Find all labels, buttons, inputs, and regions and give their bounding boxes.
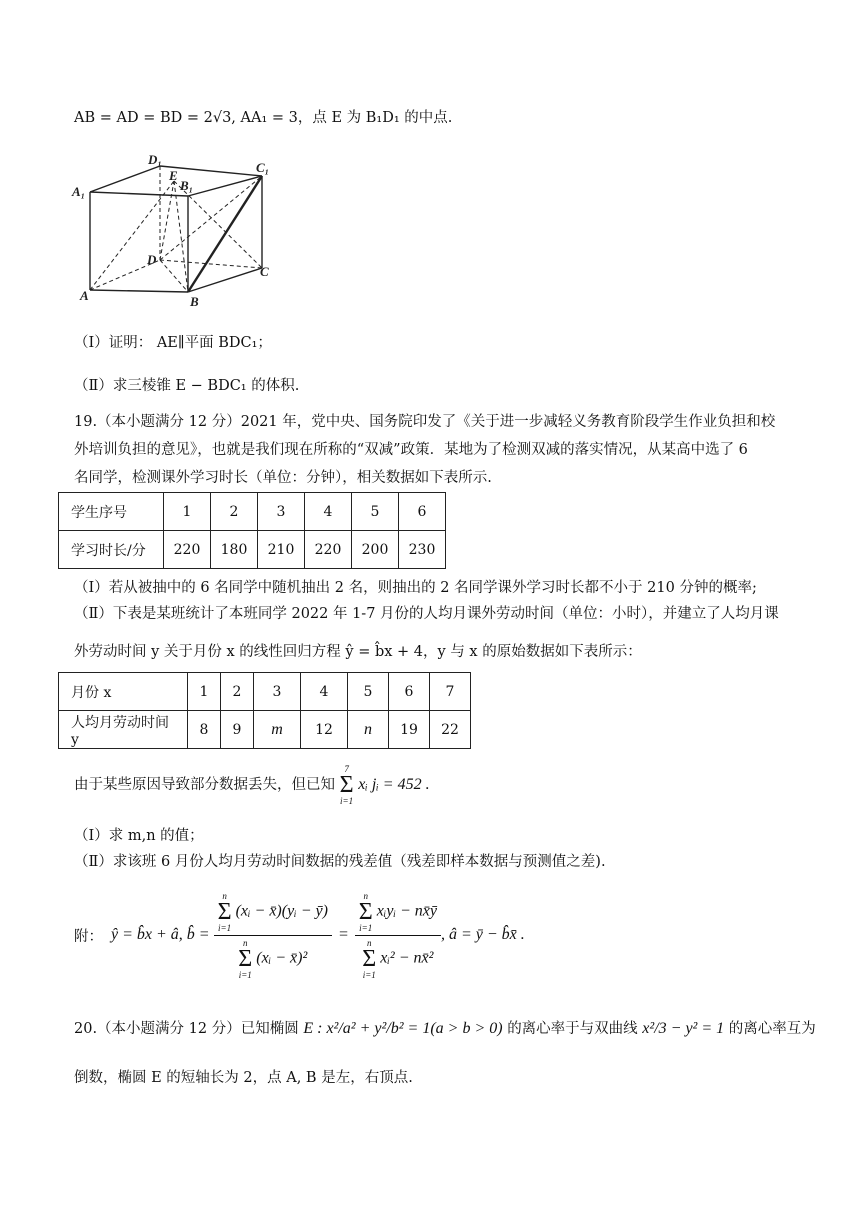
table-row <box>59 673 471 711</box>
regression-formula: 附： ŷ = b̂x + â, b̂ = n Σ i=1 (xᵢ − x̄)(yᵢ − ȳ) n Σ i=1 (xᵢ − x̄)² = n Σ i=1 xᵢyᵢ − nx̄ȳ n Σ i=1 xᵢ² − nx̄² , â = ȳ − b̂x̄ . <box>74 890 525 980</box>
hyperbola-equation: x²/3 − y² = 1 <box>642 1020 725 1037</box>
p19-line3: 名同学，检测课外学习时长（单位：分钟），相关数据如下表所示. <box>74 470 492 486</box>
table-row <box>59 711 471 749</box>
table-cell: 12 <box>301 711 348 749</box>
table-cell: 学习时长/分 <box>59 531 164 569</box>
p19-sub1: （Ⅰ）求 m,n 的值； <box>74 828 204 844</box>
appendix-lhs: ŷ = b̂x + â, b̂ = <box>111 926 210 943</box>
sum-i: i=1 <box>362 969 376 980</box>
label-A1: A₁ <box>72 184 86 199</box>
appendix-rhs: , â = ȳ − b̂x̄ . <box>440 926 525 943</box>
p19-part2-line1: （Ⅱ）下表是某班统计了本班同学 2022 年 1-7 月份的人均月课外劳动时间（单位：小时），并建立了人均月课 <box>74 606 779 622</box>
frac1-denominator: (xᵢ − x̄)² <box>256 949 308 967</box>
table-cell: 7 <box>430 673 471 711</box>
label-B1: B₁ <box>180 178 194 193</box>
table-cell: 210 <box>258 531 305 569</box>
sum-n: n <box>363 890 368 901</box>
table-cell: n <box>348 711 389 749</box>
table-cell: m <box>254 711 301 749</box>
label-D: D <box>147 252 157 267</box>
p18-given-text: AB = AD = BD = 2√3, AA₁ = 3，点 E 为 B₁D₁ 的中点. <box>74 110 453 126</box>
p19-part1: （Ⅰ）若从被抽中的 6 名同学中随机抽出 2 名，则抽出的 2 名同学课外学习时长都不小于 210 分钟的概率; <box>74 580 757 596</box>
label-A: A <box>80 288 89 303</box>
p20-mid: 的离心率于与双曲线 <box>507 1021 638 1037</box>
table-cell: 19 <box>389 711 430 749</box>
lost-data-expr: xᵢ jᵢ = 452 . <box>358 776 430 793</box>
label-C: C <box>260 264 269 279</box>
table-cell: 180 <box>211 531 258 569</box>
table-cell: 3 <box>258 493 305 531</box>
p18-given <box>74 108 452 128</box>
table-cell: 9 <box>221 711 254 749</box>
p20-line1 <box>74 1014 816 1044</box>
p20-line2: 倒数，椭圆 E 的短轴长为 2，点 A, B 是左，右顶点. <box>74 1070 413 1086</box>
appendix-prefix: 附： <box>74 928 103 945</box>
frac2-denominator: xᵢ² − nx̄² <box>380 949 434 967</box>
label-E: E <box>169 168 178 183</box>
p18-part2: （Ⅱ）求三棱锥 E − BDC₁ 的体积. <box>74 378 300 394</box>
sum-n: n <box>243 937 248 948</box>
sum-n: n <box>222 890 227 901</box>
p19-line2: 外培训负担的意见》，也就是我们现在所称的“双减”政策．某地为了检测双减的落实情况，从某高中选了 6 <box>74 442 748 458</box>
table-cell: 220 <box>164 531 211 569</box>
table-cell: 人均月劳动时间 y <box>59 711 188 749</box>
table-row <box>59 493 446 531</box>
p19-part2-line2: 外劳动时间 y 关于月份 x 的线性回归方程 ŷ = b̂x + 4，y 与 x 的原始数据如下表所示： <box>74 644 642 660</box>
ellipse-equation: E : x²/a² + y²/b² = 1(a > b > 0) <box>303 1020 503 1037</box>
p20-intro: 20.（本小题满分 12 分）已知椭圆 <box>74 1021 299 1037</box>
study-time-table <box>58 492 446 569</box>
sum-i: i=1 <box>218 922 232 933</box>
table-cell: 5 <box>348 673 389 711</box>
p19-sub2: （Ⅱ）求该班 6 月份人均月劳动时间数据的残差值（残差即样本数据与预测值之差). <box>74 854 606 870</box>
table-cell: 1 <box>188 673 221 711</box>
fraction-2: n Σ i=1 xᵢyᵢ − nx̄ȳ n Σ i=1 xᵢ² − nx̄² <box>355 891 441 980</box>
sum-symbol: 7 Σ i=1 <box>339 764 354 806</box>
table-cell: 6 <box>399 493 446 531</box>
table-cell: 22 <box>430 711 471 749</box>
sum-i: i=1 <box>359 922 373 933</box>
frac2-numerator: xᵢyᵢ − nx̄ȳ <box>376 902 437 920</box>
table-cell: 8 <box>188 711 221 749</box>
labor-time-table <box>58 672 471 749</box>
table-cell: 230 <box>399 531 446 569</box>
fraction-1: n Σ i=1 (xᵢ − x̄)(yᵢ − ȳ) n Σ i=1 (xᵢ − x̄)² <box>214 891 332 980</box>
table-cell: 220 <box>305 531 352 569</box>
sum-bottom: i=1 <box>340 796 354 806</box>
table-cell: 200 <box>352 531 399 569</box>
sum-n: n <box>367 937 372 948</box>
table-cell: 学生序号 <box>59 493 164 531</box>
lost-data-prefix: 由于某些原因导致部分数据丢失，但已知 <box>74 777 335 793</box>
table-cell: 4 <box>305 493 352 531</box>
table-cell: 1 <box>164 493 211 531</box>
p19-lost-data <box>74 764 430 806</box>
label-B: B <box>190 294 199 309</box>
label-D1: D₁ <box>148 152 162 167</box>
table-row <box>59 531 446 569</box>
sum-i: i=1 <box>238 969 252 980</box>
p20-end: 的离心率互为 <box>728 1021 816 1037</box>
prism-figure <box>70 150 280 310</box>
table-cell: 4 <box>301 673 348 711</box>
table-cell: 6 <box>389 673 430 711</box>
p18-part1: （Ⅰ）证明： AE∥平面 BDC₁； <box>74 335 272 351</box>
table-cell: 2 <box>211 493 258 531</box>
sum-top: 7 <box>344 764 349 774</box>
table-cell: 5 <box>352 493 399 531</box>
table-cell: 2 <box>221 673 254 711</box>
frac1-numerator: (xᵢ − x̄)(yᵢ − ȳ) <box>235 902 328 920</box>
table-cell: 月份 x <box>59 673 188 711</box>
table-cell: 3 <box>254 673 301 711</box>
p19-line1: 19.（本小题满分 12 分）2021 年，党中央、国务院印发了《关于进一步减轻义务教育阶段学生作业负担和校 <box>74 414 776 430</box>
label-C1: C₁ <box>256 160 270 175</box>
